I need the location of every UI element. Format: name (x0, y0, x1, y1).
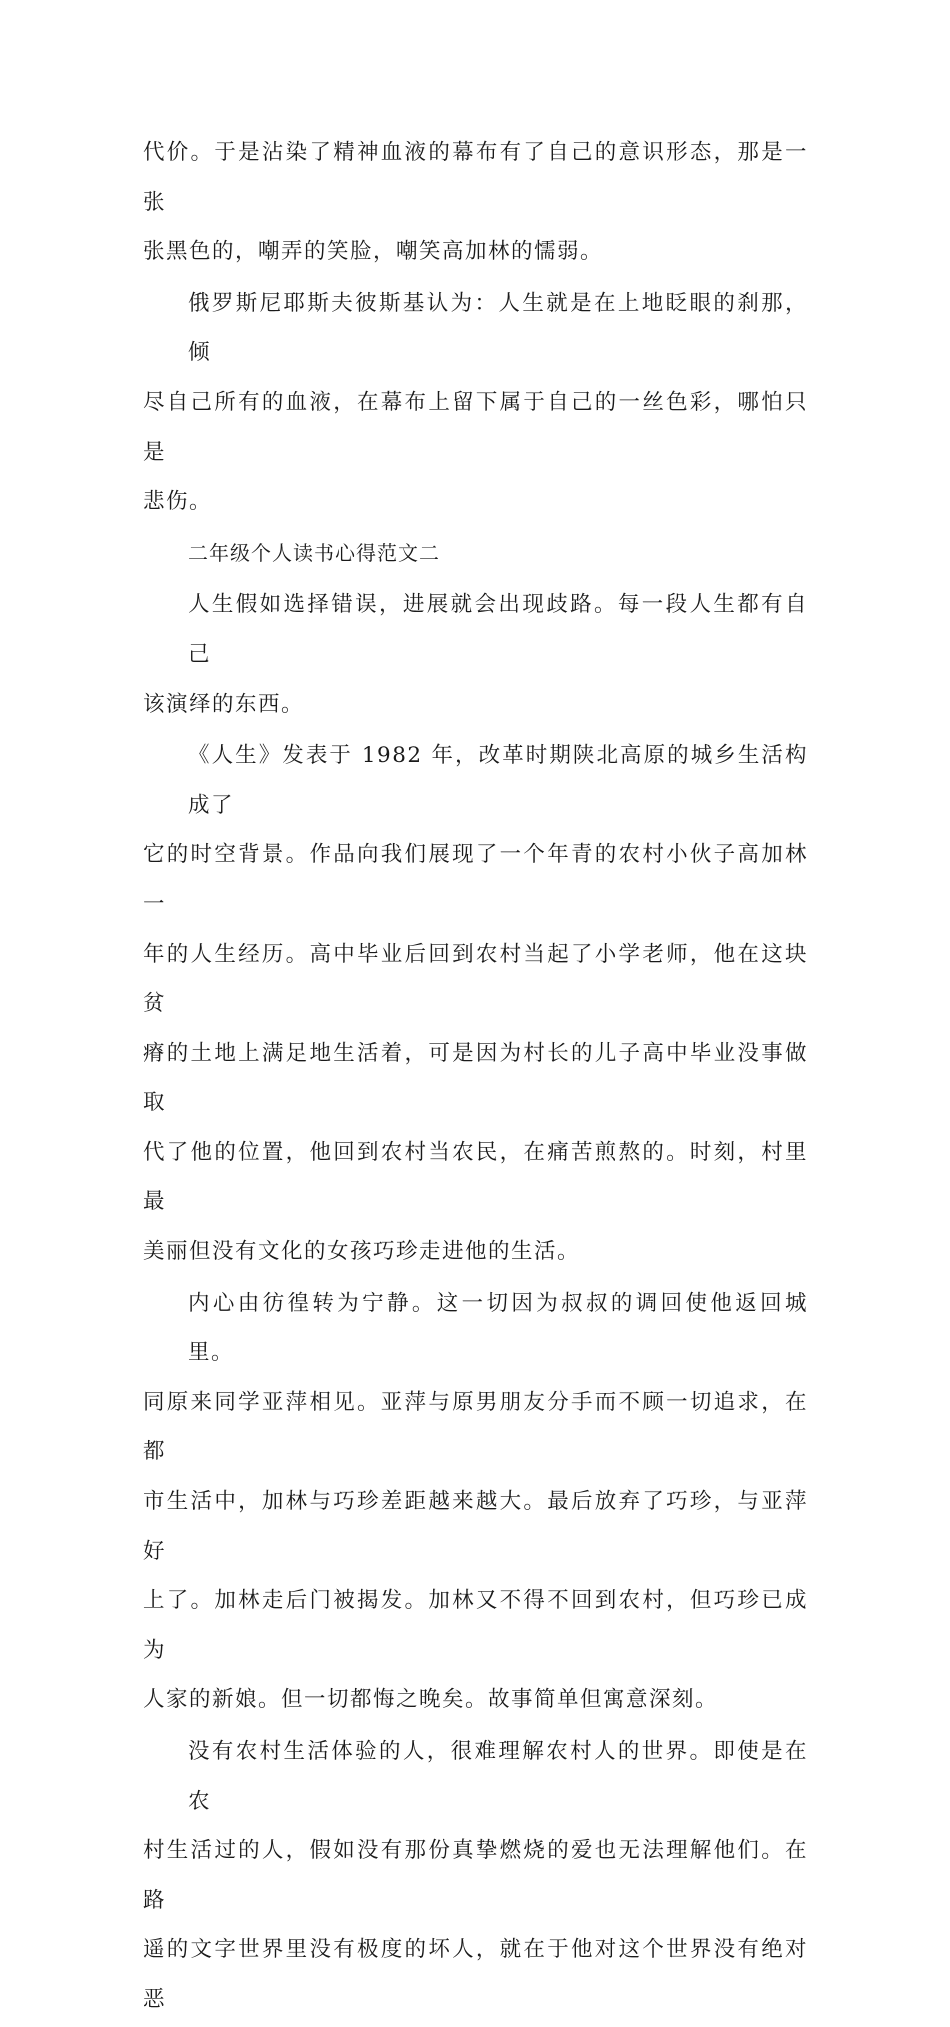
paragraph (143, 731, 808, 1277)
text-line: 悲伤。 (143, 489, 213, 515)
paragraph (143, 580, 808, 729)
text-line: 它的时空背景。作品向我们展现了一个年青的农村小伙子高加林一 (143, 842, 808, 917)
document-body (143, 128, 808, 2027)
text-line: 该演绎的东西。 (143, 691, 305, 717)
paragraph (143, 1279, 808, 1725)
text-line: 人家的新娘。但一切都悔之晚矣。故事简单但寓意深刻。 (143, 1687, 719, 1713)
text-line: 上了。加林走后门被揭发。加林又不得不回到农村，但巧珍已成为 (143, 1588, 808, 1663)
paragraph (143, 279, 808, 527)
text-line: 村生活过的人，假如没有那份真挚燃烧的爱也无法理解他们。在路 (143, 1838, 808, 1913)
text-line: 代了他的位置，他回到农村当农民，在痛苦煎熬的。时刻，村里最 (143, 1139, 808, 1215)
text-line: 美丽但没有文化的女孩巧珍走进他的生活。 (143, 1239, 581, 1265)
text-line: 俄罗斯尼耶斯夫彼斯基认为：人生就是在上地眨眼的刹那，倾 (188, 290, 808, 366)
text-line: 年的人生经历。高中毕业后回到农村当起了小学老师，他在这块贫 (143, 941, 808, 1017)
text-line: 人生假如选择错误，进展就会出现歧路。每一段人生都有自己 (188, 592, 808, 667)
text-line: 《人生》发表于 1982 年，改革时期陕北高原的城乡生活构成了 (188, 743, 808, 818)
text-line: 代价。于是沾染了精神血液的幕布有了自己的意识形态，那是一张 (143, 140, 808, 215)
text-line: 市生活中，加林与巧珍差距越来越大。最后放弃了巧珍，与亚萍好 (143, 1489, 808, 1564)
paragraph (143, 1727, 808, 2025)
text-line: 尽自己所有的血液，在幕布上留下属于自己的一丝色彩，哪怕只是 (143, 389, 808, 465)
paragraph (143, 128, 808, 277)
text-line: 瘠的土地上满足地生活着，可是因为村长的儿子高中毕业没事做取 (143, 1040, 808, 1116)
text-line: 没有农村生活体验的人，很难理解农村人的世界。即使是在农 (188, 1739, 808, 1814)
section-heading: 二年级个人读书心得范文二 (188, 540, 440, 565)
text-line: 遥的文字世界里没有极度的坏人，就在于他对这个世界没有绝对恶 (143, 1937, 808, 2012)
text-line: 内心由彷徨转为宁静。这一切因为叔叔的调回使他返回城里。 (188, 1290, 808, 1366)
text-line: 张黑色的，嘲弄的笑脸，嘲笑高加林的懦弱。 (143, 239, 604, 265)
text-line: 同原来同学亚萍相见。亚萍与原男朋友分手而不顾一切追求，在都 (143, 1389, 808, 1465)
